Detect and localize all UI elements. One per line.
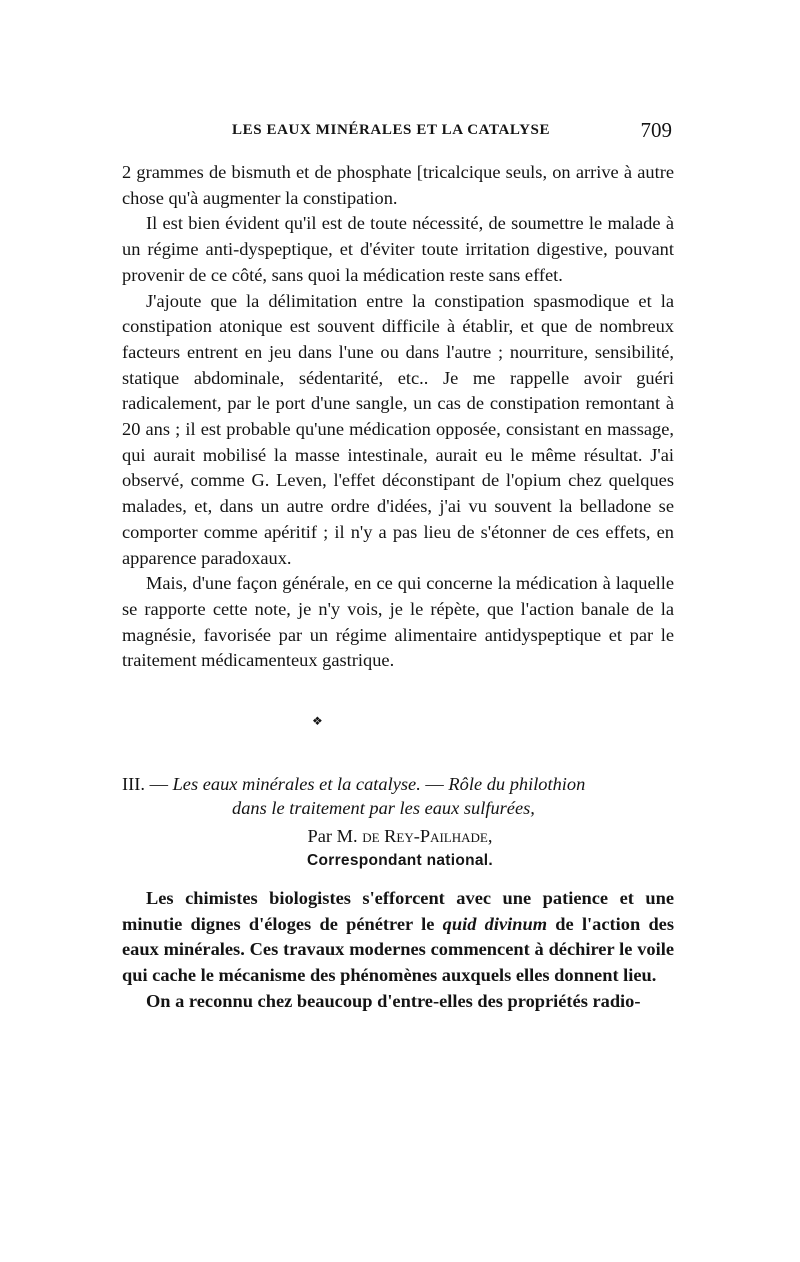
paragraph-text: de l'action des eaux minérales. Ces travaux modernes commencent à déchirer le voile qui cache le mécanisme des phénomènes auxquels elles donnent lieu.: [122, 913, 674, 986]
section-heading-line-1: [122, 772, 682, 796]
section-heading: [122, 772, 682, 820]
section-title-dash: —: [425, 774, 444, 794]
section-number: III. —: [122, 774, 168, 794]
latin-phrase: quid divinum: [442, 913, 548, 934]
printer-mark-ornament: ❖: [312, 714, 323, 728]
paragraph: Il est bien évident qu'il est de toute nécessité, de soumettre le malade à un régime anti-dyspeptique, et d'éviter toute irritation digestive, pouvant provenir de ce côté, sans quoi la médication reste sans effet.: [122, 213, 674, 285]
section-title-part-3: dans le traitement par les eaux sulfurées,: [232, 798, 535, 818]
running-title: LES EAUX MINÉRALES ET LA CATALYSE: [232, 122, 551, 138]
paragraph: J'ajoute que la délimitation entre la constipation spasmodique et la constipation atonique est souvent difficile à établir, et que de nombreux facteurs entrent en jeu dans l'une ou dans l'autre ; nourriture, sensibilité, statique abdominale, sédentarité, etc.. Je me rappelle avoir guéri radicalement, par le port d'une sangle, un cas de constipation remontant à 20 ans ; il est probable qu'une médication opposée, consistant en massage, qui aurait mobilisé la masse intestinale, aurait eu le même résultat. J'ai observé, comme G. Leven, l'effet déconstipant de l'opium chez quelques malades, et, dans un autre ordre d'idées, j'ai vu souvent la belladone se comporter comme apéritif ; il n'y a pas lieu de s'étonner de ces effets, en apparence paradoxaux.: [122, 290, 674, 568]
paragraph: On a reconnu chez beaucoup d'entre-elles des propriétés radio-: [146, 990, 641, 1011]
body-text-bottom: [122, 886, 674, 1015]
author-prefix: Par M.: [307, 826, 358, 846]
paragraph: [122, 886, 674, 989]
paragraph: Mais, d'une façon générale, en ce qui concerne la médication à laquelle se rapporte cette note, je n'y vois, je le répète, que l'action banale de la magnésie, favorisée par un régime alimentaire antidyspeptique et par le traitement médicamenteux gastrique.: [122, 573, 674, 671]
author-line: [122, 824, 678, 848]
section-title-part-1: Les eaux minérales et la catalyse.: [172, 774, 421, 794]
running-head: [122, 118, 678, 146]
section-title-part-2: Rôle du philothion: [448, 774, 586, 794]
page-number: 709: [640, 118, 672, 142]
author-affiliation: Correspondant national.: [306, 852, 494, 869]
paragraph-text: Les chimistes biologistes s'efforcent avec une patience et une minutie dignes d'éloges de pénétrer le: [122, 888, 674, 934]
body-text-top: [122, 160, 674, 674]
section-heading-line-2: [122, 796, 682, 820]
author-name: de Rey-Pailhade,: [362, 826, 493, 846]
paragraph: 2 grammes de bismuth et de phosphate [tricalcique seuls, on arrive à autre chose qu'à augmenter la constipation.: [122, 162, 674, 208]
